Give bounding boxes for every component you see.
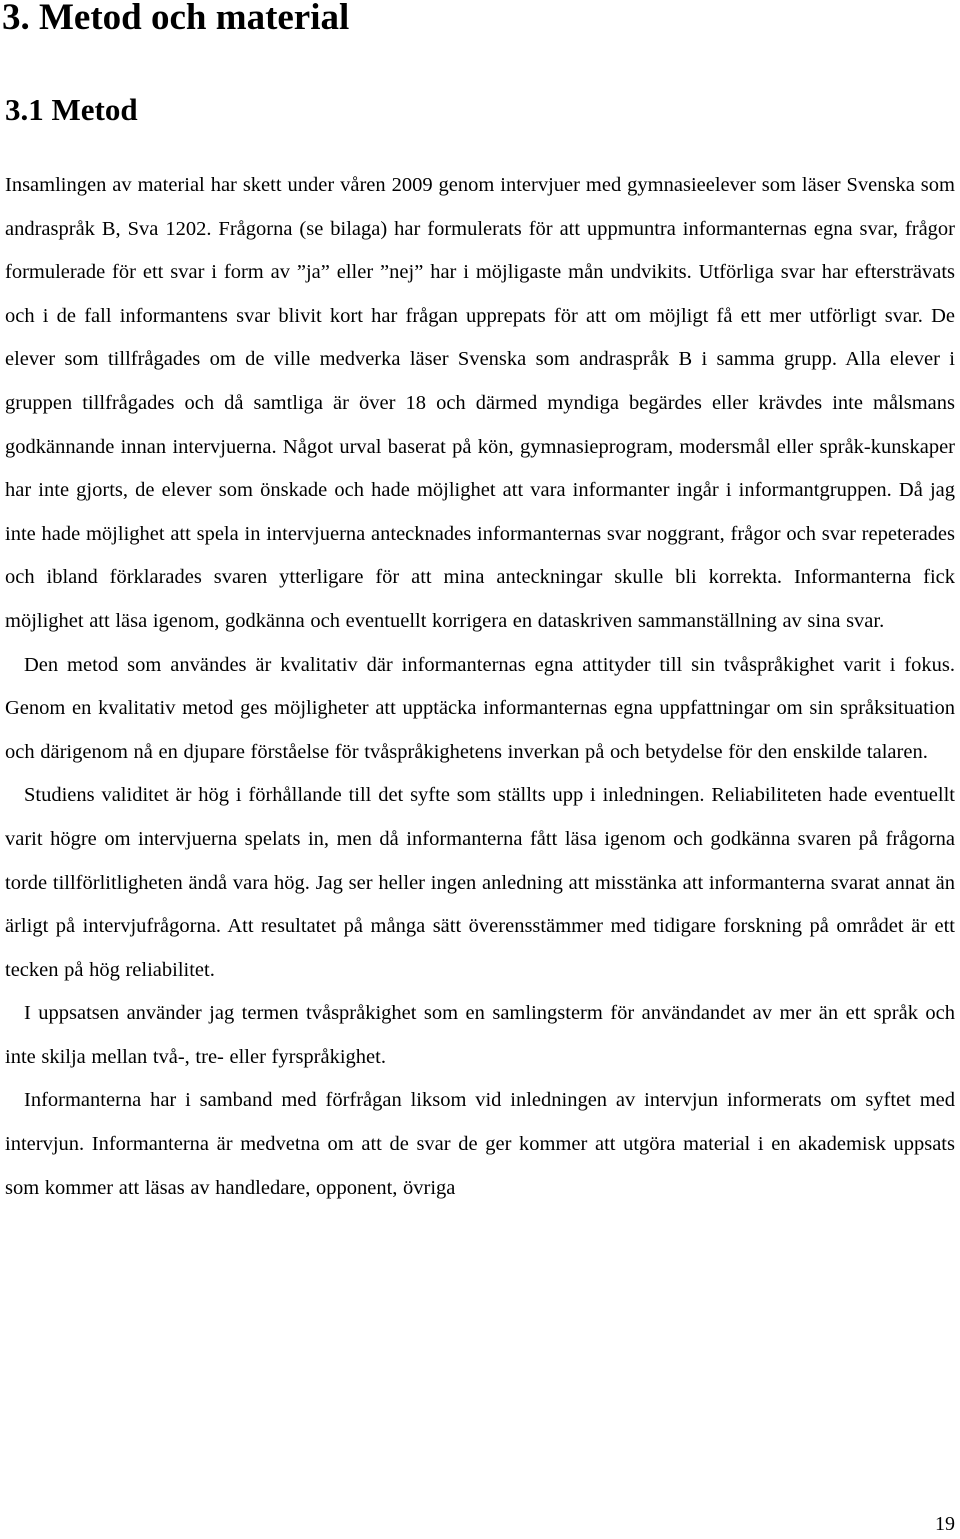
chapter-title: 3. Metod och material (2, 0, 350, 38)
section-title: 3.1 Metod (5, 92, 138, 127)
page-number: 19 (935, 1513, 955, 1535)
paragraph-validity-reliability: Studiens validitet är hög i förhållande till det syfte som ställts upp i inledningen. Reliabiliteten hade eventuellt varit högre om intervjuerna spelats in, men då informanterna fått läsa igenom och godkänna svaren på frågorna torde tillförlitligheten ändå vara hög. Jag ser heller ingen anledning att misstänka att informanterna svarat annat än ärligt på intervjufrågorna. Att resultatet på många sätt överensstämmer med tidigare forskning på området är ett tecken på hög reliabilitet. (5, 784, 955, 981)
body-text (5, 164, 955, 1210)
paragraph-qualitative-method: Den metod som användes är kvalitativ där informanternas egna attityder till sin tvåspråkighet varit i fokus. Genom en kvalitativ metod ges möjligheter att upptäcka informanternas egna uppfattningar om sin språksituation och därigenom nå en djupare förståelse för tvåspråkighetens inverkan på och betydelse för den enskilde talaren. (5, 653, 955, 763)
paragraph-informants-informed: Informanterna har i samband med förfrågan liksom vid inledningen av intervjun informerats om syftet med intervjun. Informanterna är medvetna om att de svar de ger kommer att utgöra material i en akademisk uppsats som kommer att läsas av handledare, opponent, övriga (5, 1089, 955, 1199)
paragraph-method-collection: Insamlingen av material har skett under våren 2009 genom intervjuer med gymnasieelever som läser Svenska som andraspråk B, Sva 1202. Frågorna (se bilaga) har formulerats för att uppmuntra informanternas egna svar, frågor formulerade för ett svar i form av ”ja” eller ”nej” har i möjligaste mån undvikits. Utförliga svar har eftersträvats och i de fall informantens svar blivit kort har frågan upprepats för att om möjligt få ett mer utförligt svar. De elever som tillfrågades om de ville medverka läser Svenska som andraspråk B i samma grupp. Alla elever i gruppen tillfrågades och då samtliga är över 18 och därmed myndiga begärdes eller krävdes inte målsmans godkännande innan intervjuerna. Något urval baserat på kön, gymnasieprogram, modersmål eller språk-kunskaper har inte gjorts, de elever som önskade och hade möjlighet att vara informanter ingår i informantgruppen. Då jag inte hade möjlighet att spela in intervjuerna antecknades informanternas svar noggrant, frågor och svar repeterades och ibland förklarades svaren ytterligare för att mina anteckningar skulle bli korrekta. Informanterna fick möjlighet att läsa igenom, godkänna och eventuellt korrigera en dataskriven sammanställning av sina svar. (5, 174, 955, 632)
paragraph-term-bilingualism: I uppsatsen använder jag termen tvåspråkighet som en samlingsterm för användandet av mer än ett språk och inte skilja mellan två-, tre- eller fyrspråkighet. (5, 1002, 955, 1068)
